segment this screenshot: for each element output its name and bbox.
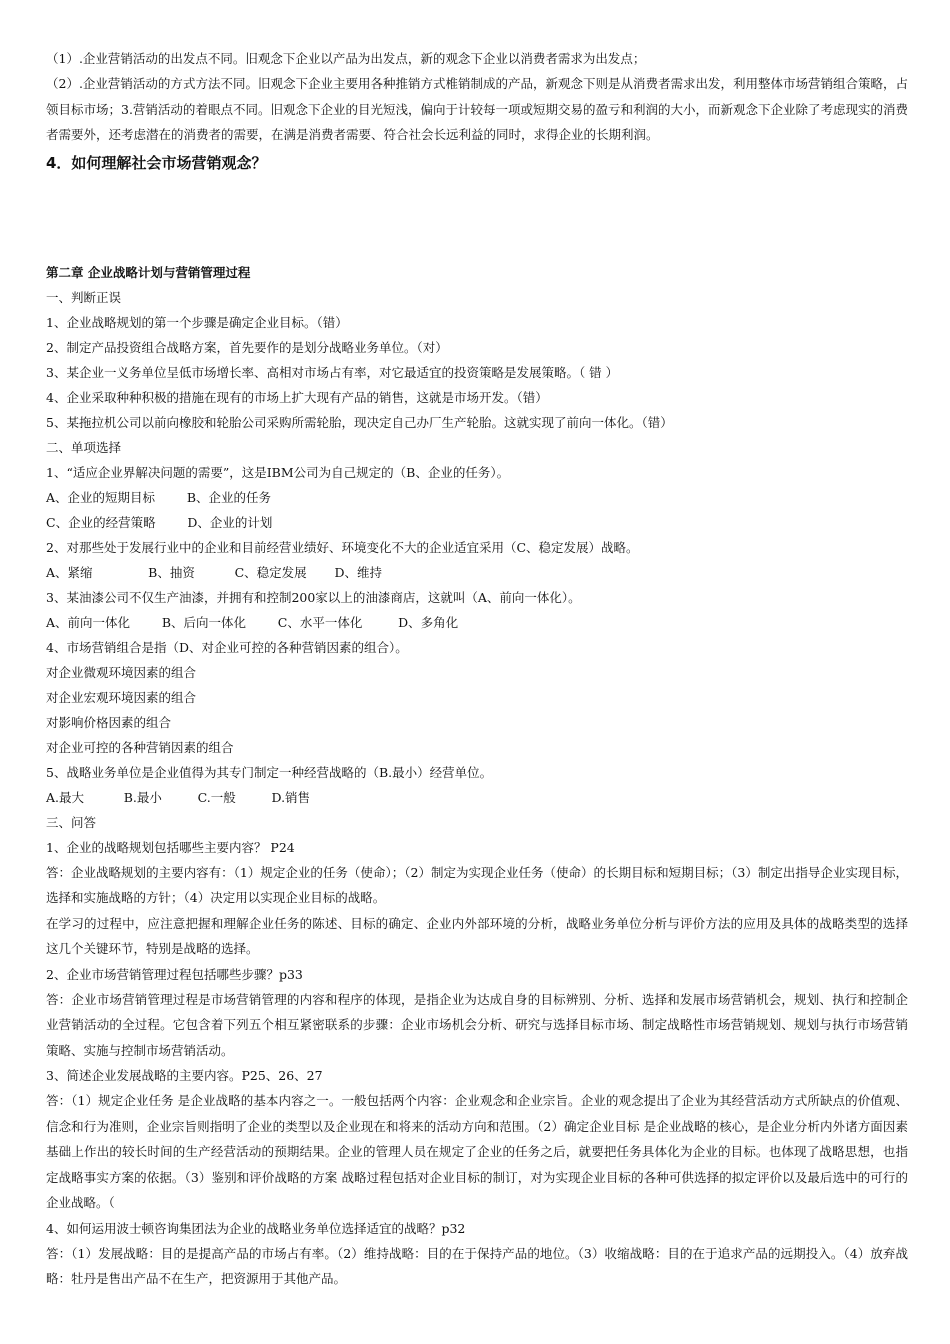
judge-item: 4、企业采取种种积极的措施在现有的市场上扩大现有产品的销售，这就是市场开发。（错）	[46, 389, 548, 405]
qa-answer-4: 答：（1）发展战略：目的是提高产品的市场占有率。（2）维持战略：目的在于保持产品的地位。（3）收缩战略：目的在于追求产品的远期投入。（4）放弃战略：牡丹是售出产品不在生产，把资源用于其他产品。	[46, 1245, 908, 1286]
qa-answer-2: 答：企业市场营销管理过程是市场营销管理的内容和程序的体现，是指企业为达成自身的目标辨别、分析、选择和发展市场营销机会，规划、执行和控制企业营销活动的全过程。它包含着下列五个相互紧密联系的步骤：企业市场机会分析、研究与选择目标市场、制定战略性市场营销规划、规划与执行市场营销策略、实施与控制市场营销活动。	[46, 991, 908, 1058]
choice-line: 2、对那些处于发展行业中的企业和目前经营业绩好、环境变化不大的企业适宜采用（C、稳定发展）战略。	[46, 539, 639, 555]
qa-question-2: 2、企业市场营销管理过程包括哪些步骤？p33	[46, 966, 303, 982]
section-judge-heading: 一、判断正误	[46, 289, 122, 305]
choice-line: C、企业的经营策略 D、企业的计划	[46, 514, 273, 530]
qa-question-3: 3、简述企业发展战略的主要内容。P25、26、27	[46, 1068, 323, 1083]
choice-line: 5、战略业务单位是企业值得为其专门制定一种经营战略的（B.最小）经营单位。	[46, 764, 493, 780]
qa-answer-3: 答：（1）规定企业任务 是企业战略的基本内容之一。一般包括两个内容：企业观念和企业宗旨。企业的观念提出了企业为其经营活动方式所缺点的价值观、信念和行为准则，企业宗旨则指明了企业的类型以及企业现在和将来的活动方向和范围。（2）确定企业目标 是企业战略的核心，是企业分析内外诸方面因素基础上作出的较长时间的生产经营活动的预期结果。企业的管理人员在规定了企业的任务之后，就要把任务具体化为企业的目标。也体现了战略思想，也指定战略事实方案的依据。（3）鉴别和评价战略的方案 战略过程包括对企业目标的制订，对为实现企业目标的各种可供选择的拟定评价以及最后选中的可行的企业战略。（	[46, 1093, 908, 1210]
document-page	[46, 46, 908, 1292]
choice-line: 对企业宏观环境因素的组合	[46, 689, 197, 705]
qa-answer-1: 答：企业战略规划的主要内容有：（1）规定企业的任务（使命）；（2）制定为实现企业任务（使命）的长期目标和短期目标；（3）制定出指导企业实现目标，选择和实施战略的方针；（4）决定用以实现企业目标的战略。	[46, 864, 908, 905]
section-choice-heading: 二、单项选择	[46, 439, 122, 455]
intro-line-1: （1）.企业营销活动的出发点不同。旧观念下企业以产品为出发点，新的观念下企业以消费者需求为出发点；	[46, 51, 646, 66]
section-qa-heading: 三、问答	[46, 814, 97, 830]
question-4-heading: 4．如何理解社会市场营销观念？	[46, 153, 267, 172]
judge-item: 1、企业战略规划的第一个步骤是确定企业目标。（错）	[46, 314, 348, 330]
choice-line: 4、市场营销组合是指（D、对企业可控的各种营销因素的组合）。	[46, 639, 408, 655]
judge-item: 5、某拖拉机公司以前向橡胶和轮胎公司采购所需轮胎，现决定自己办厂生产轮胎。这就实现了前向一体化。（错）	[46, 414, 673, 430]
choice-line: A.最大 B.最小 C.一般 D.销售	[46, 789, 311, 805]
choice-line: A、企业的短期目标 B、企业的任务	[46, 489, 272, 505]
judge-item: 3、某企业一义务单位呈低市场增长率、高相对市场占有率，对它最适宜的投资策略是发展策略。（ 错 ）	[46, 364, 619, 380]
qa-question-1: 1、企业的战略规划包括哪些主要内容？ P24	[46, 839, 295, 855]
choice-line: 3、某油漆公司不仅生产油漆，并拥有和控制200家以上的油漆商店，这就叫（A、前向一体化）。	[46, 589, 581, 605]
choice-line: A、前向一体化 B、后向一体化 C、水平一体化 D、多角化	[46, 614, 459, 630]
chapter-title: 第二章 企业战略计划与营销管理过程	[46, 264, 251, 280]
choice-line: 对企业微观环境因素的组合	[46, 664, 197, 680]
judge-item: 2、制定产品投资组合战略方案，首先要作的是划分战略业务单位。（对）	[46, 339, 448, 355]
intro-paragraph-2: （2）.企业营销活动的方式方法不同。旧观念下企业主要用各种推销方式椎销制成的产品，新观念下则是从消费者需求出发，利用整体市场营销组合策略，占领目标市场；3.营销活动的着眼点不同。旧观念下企业的目光短浅，偏向于计较每一项或短期交易的盈亏和利润的大小，而新观念下企业除了考虑现实的消费者需要外，还考虑潜在的消费者的需要，在满是消费者需要、符合社会长远利益的同时，求得企业的长期利润。	[46, 76, 908, 142]
choice-line: 1、“适应企业界解决问题的需要”，这是IBM公司为自己规定的（B、企业的任务）。	[46, 464, 510, 480]
qa-question-4: 4、如何运用波士顿咨询集团法为企业的战略业务单位选择适宜的战略？p32	[46, 1220, 466, 1236]
choice-line: A、紧缩 B、抽资 C、稳定发展 D、维持	[46, 564, 382, 580]
qa-answer-1-note: 在学习的过程中，应注意把握和理解企业任务的陈述、目标的确定、企业内外部环境的分析，战略业务单位分析与评价方法的应用及具体的战略类型的选择这几个关键环节，特别是战略的选择。	[46, 915, 908, 956]
choice-line: 对企业可控的各种营销因素的组合	[46, 739, 234, 755]
choice-line: 对影响价格因素的组合	[46, 714, 172, 730]
